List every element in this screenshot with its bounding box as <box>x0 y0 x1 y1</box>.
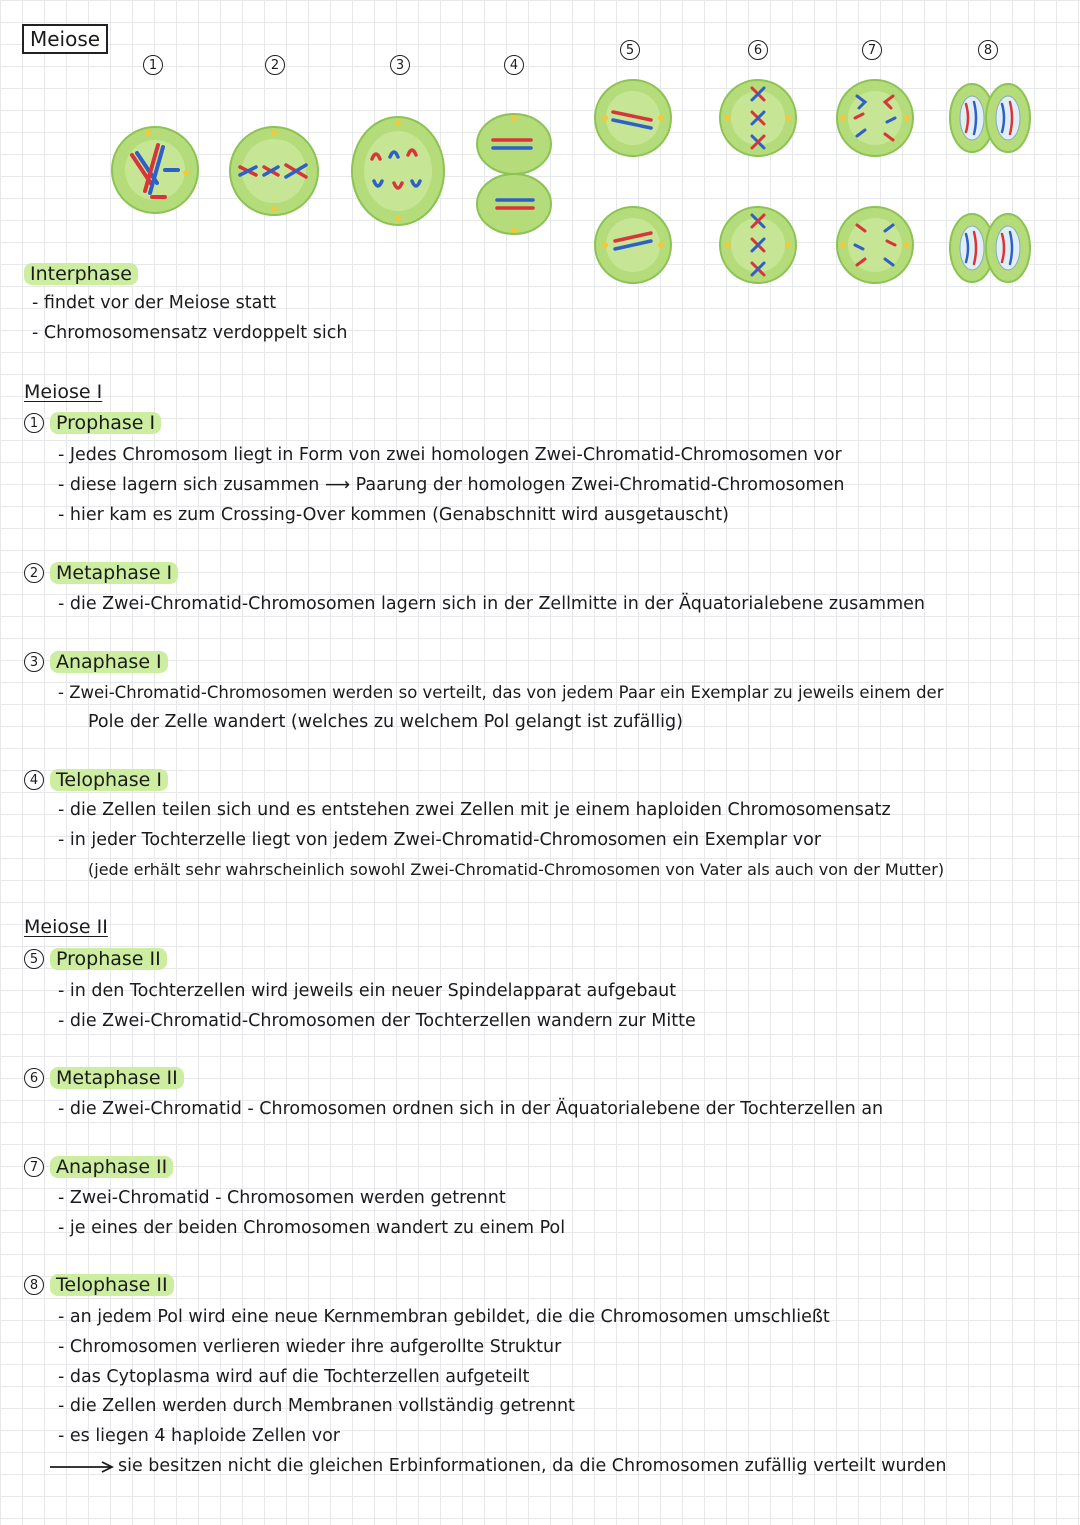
anaphase-2-line-1: - Zwei-Chromatid - Chromosomen werden getrennt <box>58 1188 506 1208</box>
prophase-1-line-2: - diese lagern sich zusammen ⟶ Paarung der homologen Zwei-Chromatid-Chromosomen <box>58 475 845 495</box>
telophase-1-title: Telophase I <box>50 769 168 791</box>
telophase-2-conclusion: sie besitzen nicht die gleichen Erbinformationen, da die Chromosomen zufällig verteilt wurden <box>118 1456 947 1476</box>
metaphase-1-title: Metaphase I <box>50 562 178 584</box>
metaphase-2-number: 6 <box>24 1068 44 1088</box>
anaphase-2-number: 7 <box>24 1157 44 1177</box>
anaphase-1-line-1: - Zwei-Chromatid-Chromosomen werden so verteilt, das von jedem Paar ein Exemplar zu jeweils einem der <box>58 683 944 702</box>
step-label-5: 5 <box>620 40 640 60</box>
telophase-2-number: 8 <box>24 1275 44 1295</box>
anaphase-1-number: 3 <box>24 652 44 672</box>
interphase-line-2: - Chromosomensatz verdoppelt sich <box>32 323 348 343</box>
telophase-1-number: 4 <box>24 770 44 790</box>
cell-telophase-2-top-illustration <box>948 80 1032 156</box>
step-label-7: 7 <box>862 40 882 60</box>
prophase-2-line-1: - in den Tochterzellen wird jeweils ein neuer Spindelapparat aufgebaut <box>58 981 677 1001</box>
step-label-3: 3 <box>390 55 410 75</box>
step-label-2: 2 <box>265 55 285 75</box>
step-label-8: 8 <box>978 40 998 60</box>
cell-telophase-1-illustration <box>475 110 553 238</box>
telophase-1-line-2: - in jeder Tochterzelle liegt von jedem Zwei-Chromatid-Chromosomen ein Exemplar vor <box>58 830 822 850</box>
anaphase-1-title: Anaphase I <box>50 651 168 673</box>
telophase-2-line-1: - an jedem Pol wird eine neue Kernmembran gebildet, die die Chromosomen umschließt <box>58 1307 830 1327</box>
telophase-1-heading <box>24 769 168 791</box>
telophase-2-line-3: - das Cytoplasma wird auf die Tochterzellen aufgeteilt <box>58 1367 530 1387</box>
conclusion-arrow-icon <box>50 1460 116 1474</box>
cell-prophase-2-top-illustration <box>593 78 673 158</box>
prophase-2-number: 5 <box>24 949 44 969</box>
prophase-1-title: Prophase I <box>50 412 161 434</box>
interphase-line-1: - findet vor der Meiose statt <box>32 293 277 313</box>
cell-anaphase-1-illustration <box>350 115 446 227</box>
cell-metaphase-1-illustration <box>228 125 320 217</box>
cell-prophase-1-illustration <box>110 125 200 215</box>
metaphase-1-heading <box>24 562 178 584</box>
prophase-2-title: Prophase II <box>50 948 167 970</box>
prophase-1-heading <box>24 412 161 434</box>
cell-anaphase-2-top-illustration <box>835 78 915 158</box>
metaphase-2-line-1: - die Zwei-Chromatid - Chromosomen ordnen sich in der Äquatorialebene der Tochterzellen an <box>58 1099 884 1119</box>
cell-anaphase-2-bottom-illustration <box>835 205 915 285</box>
telophase-1-line-3: (jede erhält sehr wahrscheinlich sowohl Zwei-Chromatid-Chromosomen von Vater als auch von der Mutter) <box>88 860 945 879</box>
interphase-section <box>24 263 138 285</box>
anaphase-2-heading <box>24 1156 173 1178</box>
telophase-2-line-5: - es liegen 4 haploide Zellen vor <box>58 1426 340 1446</box>
page-title: Meiose <box>22 24 108 54</box>
prophase-1-line-3: - hier kam es zum Crossing-Over kommen (Genabschnitt wird ausgetauscht) <box>58 505 729 525</box>
anaphase-1-line-2: Pole der Zelle wandert (welches zu welchem Pol gelangt ist zufällig) <box>88 712 683 732</box>
step-label-4: 4 <box>504 55 524 75</box>
cell-telophase-2-bottom-illustration <box>948 210 1032 286</box>
step-label-1: 1 <box>143 55 163 75</box>
meiose-2-heading: Meiose II <box>24 916 108 938</box>
telophase-2-title: Telophase II <box>50 1274 174 1296</box>
telophase-2-line-2: - Chromosomen verlieren wieder ihre aufgerollte Struktur <box>58 1337 562 1357</box>
metaphase-2-heading <box>24 1067 184 1089</box>
metaphase-1-line-1: - die Zwei-Chromatid-Chromosomen lagern sich in der Zellmitte in der Äquatorialebene zusammen <box>58 594 925 614</box>
telophase-1-line-1: - die Zellen teilen sich und es entstehen zwei Zellen mit je einem haploiden Chromosomensatz <box>58 800 891 820</box>
cell-metaphase-2-top-illustration <box>718 78 798 158</box>
metaphase-2-title: Metaphase II <box>50 1067 184 1089</box>
anaphase-2-line-2: - je eines der beiden Chromosomen wandert zu einem Pol <box>58 1218 566 1238</box>
prophase-2-heading <box>24 948 167 970</box>
anaphase-1-heading <box>24 651 168 673</box>
cell-prophase-2-bottom-illustration <box>593 205 673 285</box>
cell-metaphase-2-bottom-illustration <box>718 205 798 285</box>
metaphase-1-number: 2 <box>24 563 44 583</box>
meiose-1-heading: Meiose I <box>24 381 103 403</box>
step-label-6: 6 <box>748 40 768 60</box>
prophase-1-number: 1 <box>24 413 44 433</box>
telophase-2-heading <box>24 1274 174 1296</box>
anaphase-2-title: Anaphase II <box>50 1156 173 1178</box>
prophase-1-line-1: - Jedes Chromosom liegt in Form von zwei homologen Zwei-Chromatid-Chromosomen vor <box>58 445 842 465</box>
interphase-title: Interphase <box>24 263 138 285</box>
telophase-2-line-4: - die Zellen werden durch Membranen vollständig getrennt <box>58 1396 575 1416</box>
prophase-2-line-2: - die Zwei-Chromatid-Chromosomen der Tochterzellen wandern zur Mitte <box>58 1011 696 1031</box>
